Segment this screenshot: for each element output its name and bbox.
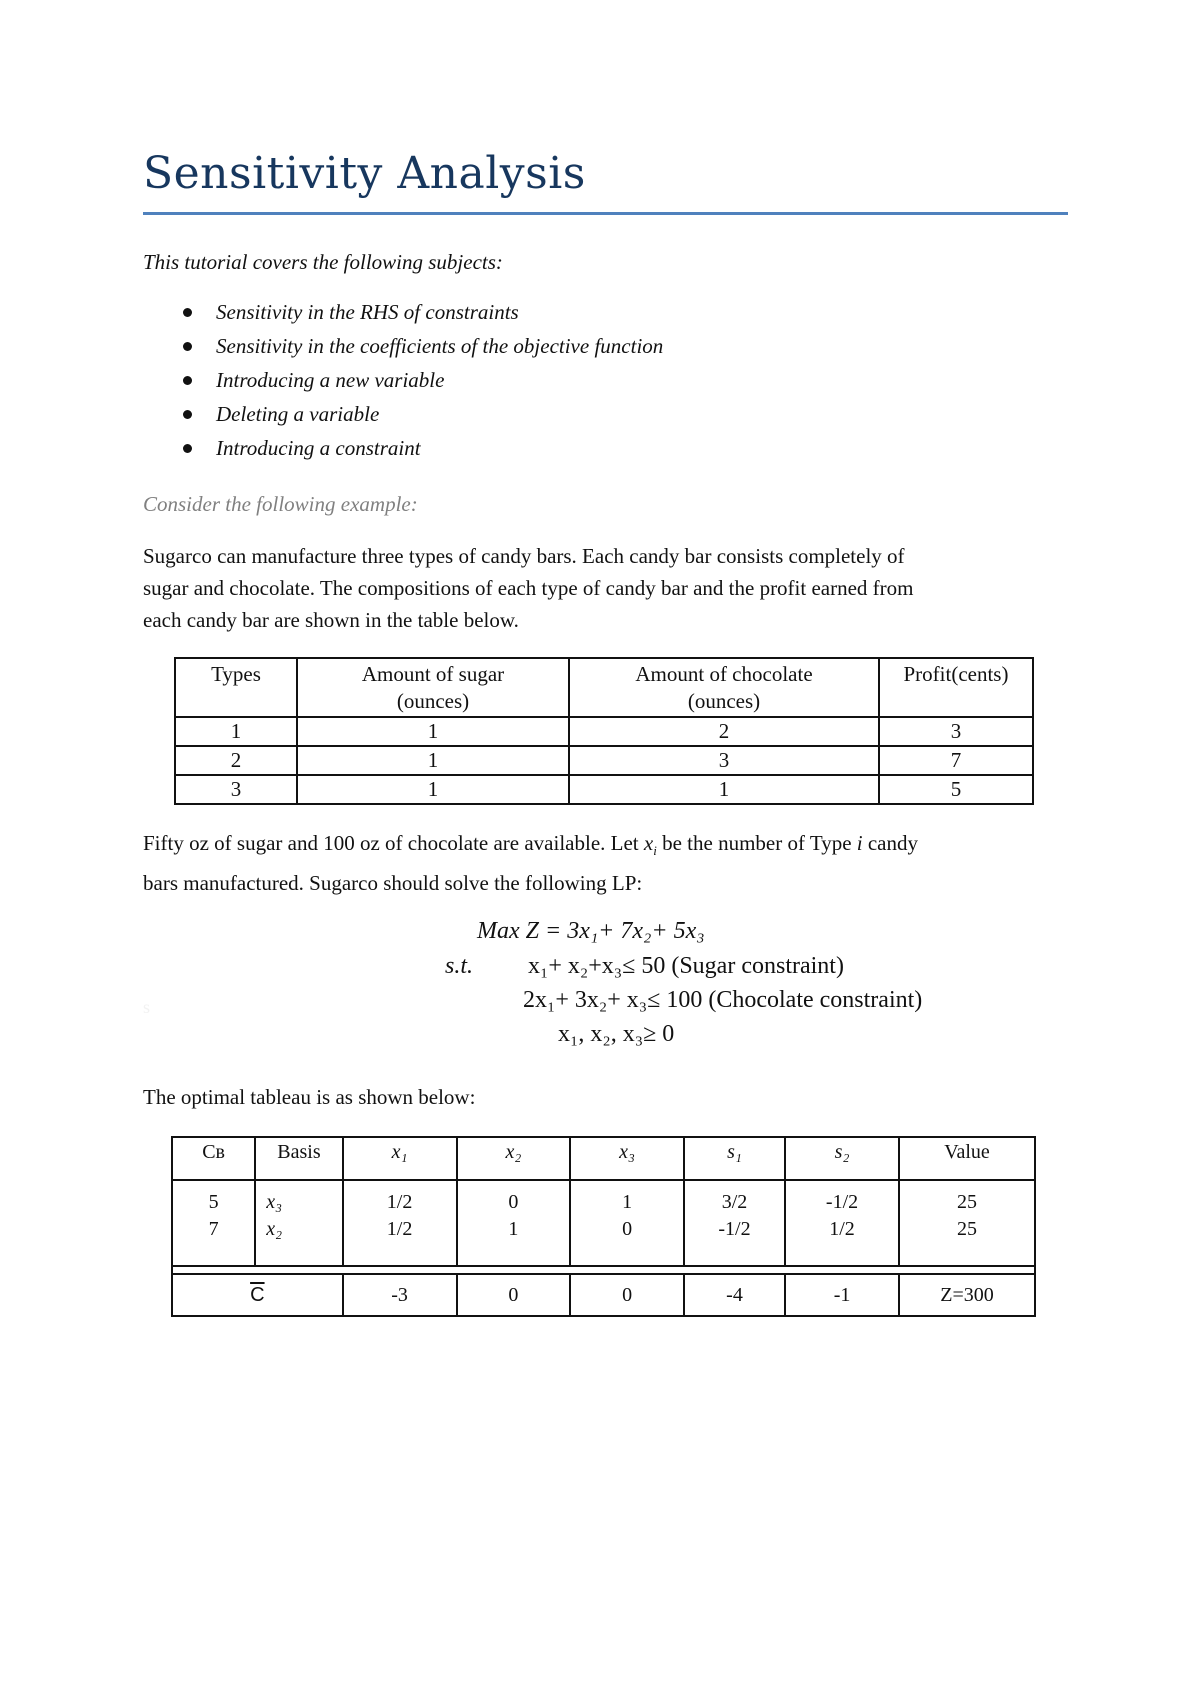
header-x3: x₃ [570, 1137, 684, 1180]
header-cb: Cʙ [172, 1137, 255, 1180]
tableau-intro: The optimal tableau is as shown below: [143, 1085, 476, 1109]
header-s2: s₂ [785, 1137, 899, 1180]
header-x1: x₁ [343, 1137, 457, 1180]
reduced-cost-row: $\overline{C}$ -3 0 0 -4 -1 Z=300 [172, 1274, 1035, 1316]
lp-nonnegativity: x₁, x₂, x₃≥ 0 [558, 1021, 675, 1047]
header-chocolate: Amount of chocolate (ounces) [569, 658, 879, 717]
bullet-icon [183, 410, 192, 419]
lp-st-label: s.t. [445, 953, 474, 979]
lp-objective: Max Z = 3x₁+ 7x₂+ 5x₃ [477, 918, 705, 944]
table-row: 2 1 3 7 [175, 746, 1033, 775]
table-header-row [175, 658, 1033, 717]
bullet-icon [183, 308, 192, 317]
table-row: 5 7 x₃ x₂ 1/2 1/2 0 1 1 0 3/2 -1/2 -1/2 1/2 25 25 [172, 1180, 1035, 1266]
header-types: Types [175, 658, 297, 717]
header-basis: Basis [255, 1137, 342, 1180]
header-value: Value [899, 1137, 1035, 1180]
bullet-icon [183, 444, 192, 453]
header-profit: Profit(cents) [879, 658, 1033, 717]
header-sugar: Amount of sugar (ounces) [297, 658, 569, 717]
bullet-icon [183, 342, 192, 351]
cbar-label: $\overline{C}$ [172, 1274, 343, 1316]
faint-mark: s [143, 997, 151, 1017]
optimal-tableau [171, 1136, 1036, 1317]
table-header-row [172, 1137, 1035, 1180]
lp-constraint-chocolate: 2x₁+ 3x₂+ x₃≤ 100 (Chocolate constraint) [523, 987, 923, 1013]
paragraph-line: Fifty oz of sugar and 100 oz of chocolate are available. Let $x_i$ be the number of Type i candy [143, 831, 919, 859]
table-row: 3 1 1 5 [175, 775, 1033, 804]
page-title: Sensitivity Analysis [143, 148, 586, 199]
availability-paragraph [143, 827, 1063, 899]
header-s1: s₁ [684, 1137, 785, 1180]
intro-text: This tutorial covers the following subjects: [143, 250, 503, 274]
table-spacer-row [172, 1266, 1035, 1274]
objective-value: Z=300 [899, 1274, 1035, 1316]
paragraph-line: each candy bar are shown in the table below. [143, 608, 519, 632]
problem-paragraph [143, 540, 1063, 636]
title-underline [143, 212, 1068, 215]
paragraph-line: sugar and chocolate. The compositions of each type of candy bar and the profit earned from [143, 576, 914, 600]
lp-constraint-sugar: x₁+ x₂+x₃≤ 50 (Sugar constraint) [528, 953, 844, 979]
bullet-icon [183, 376, 192, 385]
paragraph-line: Sugarco can manufacture three types of candy bars. Each candy bar consists completely of [143, 544, 905, 568]
paragraph-line: bars manufactured. Sugarco should solve the following LP: [143, 871, 643, 896]
header-x2: x₂ [457, 1137, 571, 1180]
document-page: Sensitivity Analysis This tutorial covers the following subjects: Sensitivity in the RHS of constraints Sensitivity in the coefficients of the objective function Introducing a new variable Deleting a variable Introducing a constraint Consider the following example: Sugarco can manufacture three types of candy bars. Each candy bar consists completely of sugar and chocolate. The compositions of each type of candy bar and the profit earned from each candy bar are shown in the table below. Types Amount of sugar (ounces) Amount of chocolate (ounces) Profit(cents) 1 1 2 3 2 1 3 7 3 1 1 5 Fifty oz of sugar and 100 oz of chocolate are available. Let $x_i$ be the number of Type i candy bars manufactured. Sugarco should solve the following LP: Max Z = 3x₁+ 7x₂+ 5x₃ s.t. x₁+ x₂+x₃≤ 50 (Sugar constraint) s 2x₁+ 3x₂+ x₃≤ 100 (Chocolate constraint) x₁, x₂, x₃≥ 0 The optimal tableau is as shown below: Cʙ Basis x₁ x₂ x₃ s₁ s₂ Value 5 7 x₃ x₂ 1/2 1/2 0 1 1 0 3/2 -1/2 -1/2 1/2 25 25 $\overline{C}$ -3 0 0 -4 -1 Z=300 [0, 0, 1200, 1696]
composition-table [174, 657, 1034, 805]
table-row: 1 1 2 3 [175, 717, 1033, 746]
consider-heading: Consider the following example: [143, 492, 418, 516]
